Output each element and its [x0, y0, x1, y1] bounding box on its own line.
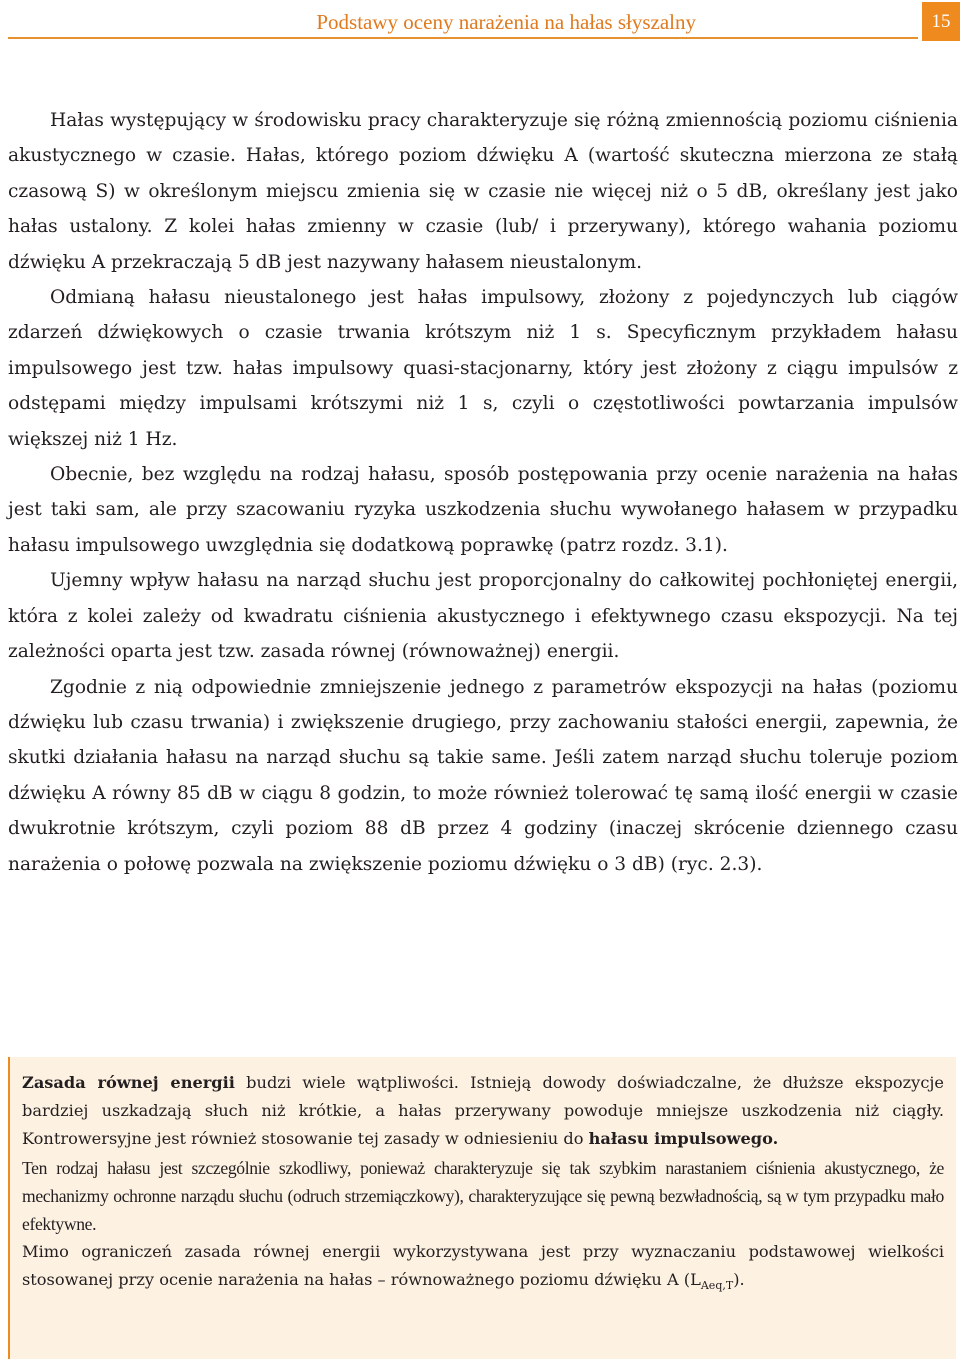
box-bold-tail: hałasu impulsowego.: [588, 1129, 779, 1149]
box-paragraph-1: [22, 1069, 944, 1154]
page-header: [0, 0, 960, 44]
box-text: Mimo ograniczeń zasada równej energii wykorzystywana jest przy wyznaczaniu podstawowej wielkości stosowanej przy ocenie narażenia na hałas – równoważnego poziomu dźwięku A (L: [22, 1242, 944, 1290]
box-paragraph-3: [22, 1238, 944, 1294]
box-text-end: ).: [733, 1270, 745, 1290]
paragraph: Hałas występujący w środowisku pracy charakteryzuje się różną zmiennością poziomu ciśnienia akustycznego w czasie. Hałas, którego poziom dźwięku A (wartość skuteczna mierzona ze stałą czasową S) w określonym miejscu zmienia się w czasie nie więcej niż o 5 dB, określany jest jako hałas ustalony. Z kolei hałas zmienny w czasie (lub/ i przerywany), którego wahania poziomu dźwięku A przekraczają 5 dB jest nazywany hałasem nieustalonym.: [8, 110, 958, 273]
running-head: Podstawy oceny narażenia na hałas słyszalny: [316, 10, 696, 34]
box-paragraph-2: Ten rodzaj hałasu jest szczególnie szkodliwy, ponieważ charakteryzuje się tak szybkim narastaniem ciśnienia akustycznego, że mechanizmy ochronne narządu słuchu (odruch strzemiączkowy), charakteryzujące się pewną bezwładnością, są w tym przypadku mało efektywne.: [22, 1157, 944, 1235]
paragraph: Obecnie, bez względu na rodzaj hałasu, sposób postępowania przy ocenie narażenia na hałas jest taki sam, ale przy szacowaniu ryzyka uszkodzenia słuchu wywołanego hałasem w przypadku hałasu impulsowego uwzględnia się dodatkową poprawkę (patrz rozdz. 3.1).: [8, 464, 958, 556]
paragraph: Ujemny wpływ hałasu na narząd słuchu jest proporcjonalny do całkowitej pochłoniętej energii, która z kolei zależy od kwadratu ciśnienia akustycznego i efektywnego czasu ekspozycji. Na tej zależności oparta jest tzw. zasada równej (równoważnej) energii.: [8, 570, 958, 663]
box-text: budzi wiele wątpliwości. Istnieją dowody doświadczalne, że dłuższe ekspozycje bardziej uszkadzają słuch niż krótkie, a hałas przerywany powoduje mniejsze uszkodzenia niż ciągły. Kontrowersyjne jest również stosowanie tej zasady w odniesieniu do: [22, 1073, 944, 1149]
box-subscript: Aeq,T: [700, 1279, 734, 1293]
paragraph: Zgodnie z nią odpowiednie zmniejszenie jednego z parametrów ekspozycji na hałas (poziomu dźwięku lub czasu trwania) i zwiększenie drugiego, przy zachowaniu stałości energii, zapewnia, że skutki działania hałasu na narząd słuchu są takie same. Jeśli zatem narząd słuchu toleruje poziom dźwięku A równy 85 dB w ciągu 8 godzin, to może również tolerować tę samą ilość energii w czasie dwukrotnie krótszym, czyli poziom 88 dB przez 4 godziny (inaczej skrócenie dziennego czasu narażenia o połowę pozwala na zwiększenie poziomu dźwięku o 3 dB) (ryc. 2.3).: [8, 676, 958, 875]
box-bold-lead: Zasada równej energii: [22, 1073, 235, 1092]
info-box: [8, 1057, 956, 1359]
paragraph: Odmianą hałasu nieustalonego jest hałas impulsowy, złożony z pojedynczych lub ciągów zdarzeń dźwiękowych o czasie trwania krótszym niż 1 s. Specyficznym przykładem hałasu impulsowego jest tzw. hałas impulsowy quasi-stacjonarny, który jest złożony z ciągu impulsów z odstępami między impulsami krótszymi niż 1 s, czyli o częstotliwości powtarzania impulsów większej niż 1 Hz.: [8, 287, 958, 450]
body-text: [8, 103, 958, 882]
page-number: 15: [922, 2, 960, 41]
header-rule: [8, 37, 918, 39]
